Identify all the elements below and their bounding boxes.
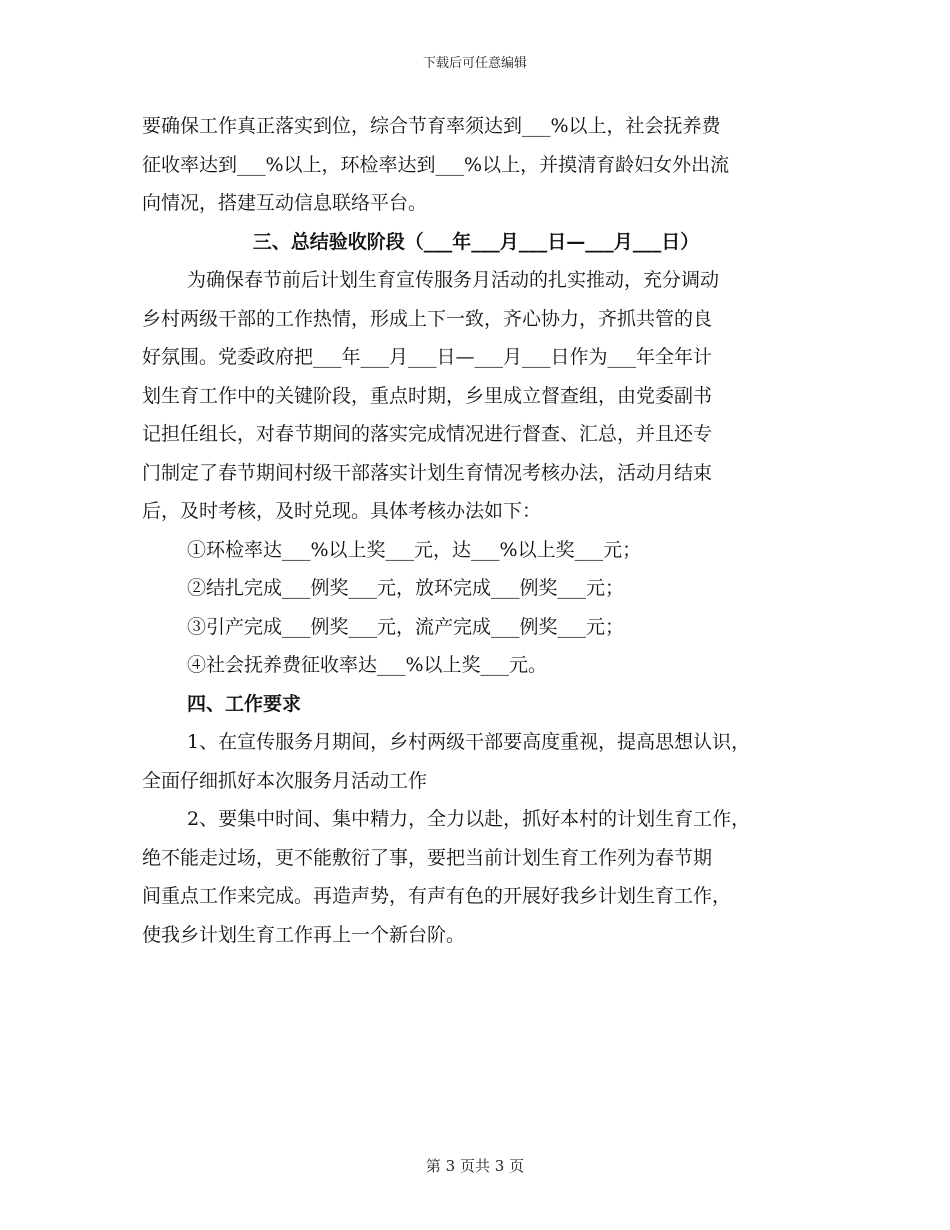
section-heading-4: 四、工作要求 xyxy=(187,692,302,715)
paragraph-line: 2、要集中时间、集中精力，全力以赴，抓好本村的计划生育工作， xyxy=(187,808,751,830)
document-body xyxy=(142,107,810,954)
paragraph-line: 乡村两级干部的工作热情，形成上下一致，齐心协力，齐抓共管的良 xyxy=(142,307,713,330)
paragraph-line: 全面仔细抓好本次服务月活动工作 xyxy=(142,769,428,792)
list-item: ①环检率达___%以上奖___元，达___%以上奖___元； xyxy=(187,538,642,561)
paragraph-line: 要确保工作真正落实到位，综合节育率须达到___%以上，社会抚养费 xyxy=(142,115,721,137)
paragraph-line: 向情况，搭建互动信息联络平台。 xyxy=(142,192,428,214)
page-header: 下载后可任意编辑 xyxy=(422,56,527,71)
list-item: ③引产完成___例奖___元，流产完成___例奖___元； xyxy=(187,615,625,638)
paragraph-line: 后，及时考核，及时兑现。具体考核办法如下： xyxy=(142,500,542,522)
paragraph-line: 绝不能走过场，更不能敷衍了事，要把当前计划生育工作列为春节期 xyxy=(142,846,713,869)
paragraph-line: 好氛围。党委政府把___年___月___日—___月___日作为___年全年计 xyxy=(142,346,713,368)
paragraph-line: 使我乡计划生育工作再上一个新台阶。 xyxy=(142,923,466,946)
paragraph-line: 划生育工作中的关键阶段，重点时期，乡里成立督查组，由党委副书 xyxy=(142,384,713,407)
list-item: ④社会抚养费征收率达___%以上奖___元。 xyxy=(187,654,548,676)
paragraph-line: 记担任组长，对春节期间的落实完成情况进行督查、汇总，并且还专 xyxy=(142,423,713,445)
list-item: ②结扎完成___例奖___元，放环完成___例奖___元； xyxy=(187,577,625,599)
paragraph-line: 间重点工作来完成。再造声势，有声有色的开展好我乡计划生育工作， xyxy=(142,885,732,907)
paragraph-line: 1、在宣传服务月期间，乡村两级干部要高度重视，提高思想认识， xyxy=(187,731,751,753)
paragraph-line: 门制定了春节期间村级干部落实计划生育情况考核办法，活动月结束 xyxy=(142,461,713,484)
paragraph-line: 征收率达到___%以上，环检率达到___%以上，并摸清育龄妇女外出流 xyxy=(142,153,730,176)
page-footer: 第 3 页共 3 页 xyxy=(425,1157,525,1175)
paragraph-line: 为确保春节前后计划生育宣传服务月活动的扎实推动，充分调动 xyxy=(187,269,720,291)
section-heading-3: 三、总结验收阶段（___年___月___日—___月___日） xyxy=(252,230,700,253)
